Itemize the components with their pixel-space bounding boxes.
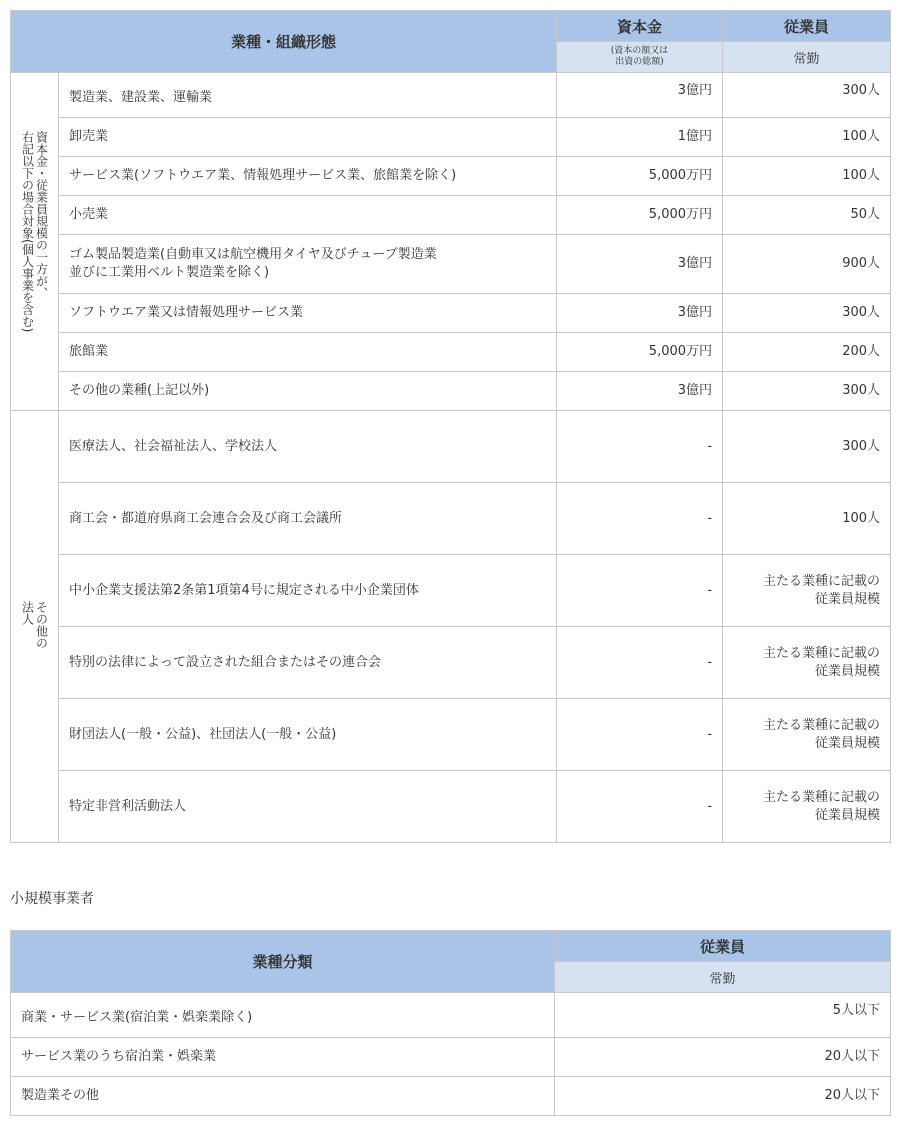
employee-value: 100人 bbox=[723, 118, 891, 157]
employee-value: 300人 bbox=[723, 294, 891, 333]
employee-value: 5人以下 bbox=[555, 993, 891, 1038]
header-capital: 資本金 bbox=[557, 11, 723, 42]
table-row bbox=[11, 993, 891, 1038]
industry-name: 商工会・都道府県商工会連合会及び商工会議所 bbox=[59, 483, 557, 555]
table-row bbox=[11, 555, 891, 627]
capital-value: - bbox=[557, 627, 723, 699]
header-category: 業種・組織形態 bbox=[11, 11, 557, 73]
table-row bbox=[11, 372, 891, 411]
table-row bbox=[11, 333, 891, 372]
industry-name: 医療法人、社会福祉法人、学校法人 bbox=[59, 411, 557, 483]
sme-definition-table bbox=[10, 10, 891, 843]
employee-value: 主たる業種に記載の 従業員規模 bbox=[723, 555, 891, 627]
industry-name: 卸売業 bbox=[59, 118, 557, 157]
table-row bbox=[11, 699, 891, 771]
employee-value: 300人 bbox=[723, 372, 891, 411]
group-label-cell bbox=[11, 411, 59, 843]
header-employees-note: 常勤 bbox=[555, 962, 891, 993]
table-row bbox=[11, 627, 891, 699]
capital-value: 3億円 bbox=[557, 294, 723, 333]
section-title-small-business: 小規模事業者 bbox=[10, 891, 94, 907]
small-business-table bbox=[10, 930, 891, 1116]
industry-name: ソフトウエア業又は情報処理サービス業 bbox=[59, 294, 557, 333]
capital-value: - bbox=[557, 771, 723, 843]
industry-name: 製造業その他 bbox=[11, 1077, 555, 1116]
employee-value: 300人 bbox=[723, 411, 891, 483]
employee-value: 100人 bbox=[723, 157, 891, 196]
industry-name: サービス業のうち宿泊業・娯楽業 bbox=[11, 1038, 555, 1077]
employee-value: 主たる業種に記載の 従業員規模 bbox=[723, 627, 891, 699]
industry-name: その他の業種(上記以外) bbox=[59, 372, 557, 411]
employee-value: 主たる業種に記載の 従業員規模 bbox=[723, 771, 891, 843]
group-label-size-criteria: 資本金・従業員規模の一方が、 右記以下の場合対象(個人事業を含む) bbox=[20, 131, 49, 333]
group-label-cell bbox=[11, 73, 59, 411]
industry-name: 特別の法律によって設立された組合またはその連合会 bbox=[59, 627, 557, 699]
table-row bbox=[11, 483, 891, 555]
table-row bbox=[11, 73, 891, 118]
capital-value: - bbox=[557, 411, 723, 483]
industry-name: 小売業 bbox=[59, 196, 557, 235]
table-row bbox=[11, 411, 891, 483]
industry-name: 特定非営利活動法人 bbox=[59, 771, 557, 843]
group-label-other-corporations: その他の 法人 bbox=[20, 601, 49, 649]
header-industry-class: 業種分類 bbox=[11, 931, 555, 993]
header-capital-note: (資本の額又は 出資の総額) bbox=[557, 42, 723, 73]
table-row bbox=[11, 118, 891, 157]
table-row bbox=[11, 235, 891, 294]
industry-name: 製造業、建設業、運輸業 bbox=[59, 73, 557, 118]
employee-value: 300人 bbox=[723, 73, 891, 118]
industry-name: 財団法人(一般・公益)、社団法人(一般・公益) bbox=[59, 699, 557, 771]
industry-name: ゴム製品製造業(自動車又は航空機用タイヤ及びチューブ製造業 並びに工業用ベルト製造業を除く) bbox=[59, 235, 557, 294]
capital-value: - bbox=[557, 555, 723, 627]
capital-value: 3億円 bbox=[557, 372, 723, 411]
table-row bbox=[11, 294, 891, 333]
industry-name: 中小企業支援法第2条第1項第4号に規定される中小企業団体 bbox=[59, 555, 557, 627]
employee-value: 20人以下 bbox=[555, 1077, 891, 1116]
table-row bbox=[11, 196, 891, 235]
employee-value: 200人 bbox=[723, 333, 891, 372]
industry-name: 商業・サービス業(宿泊業・娯楽業除く) bbox=[11, 993, 555, 1038]
table-row bbox=[11, 1038, 891, 1077]
table-row bbox=[11, 1077, 891, 1116]
capital-value: - bbox=[557, 483, 723, 555]
table-row bbox=[11, 157, 891, 196]
capital-value: 5,000万円 bbox=[557, 157, 723, 196]
industry-name: 旅館業 bbox=[59, 333, 557, 372]
employee-value: 主たる業種に記載の 従業員規模 bbox=[723, 699, 891, 771]
industry-name: サービス業(ソフトウエア業、情報処理サービス業、旅館業を除く) bbox=[59, 157, 557, 196]
employee-value: 100人 bbox=[723, 483, 891, 555]
capital-value: 5,000万円 bbox=[557, 333, 723, 372]
capital-value: - bbox=[557, 699, 723, 771]
capital-value: 1億円 bbox=[557, 118, 723, 157]
employee-value: 50人 bbox=[723, 196, 891, 235]
capital-value: 3億円 bbox=[557, 73, 723, 118]
header-employees: 従業員 bbox=[555, 931, 891, 962]
header-employees: 従業員 bbox=[723, 11, 891, 42]
employee-value: 20人以下 bbox=[555, 1038, 891, 1077]
capital-value: 5,000万円 bbox=[557, 196, 723, 235]
header-employees-note: 常勤 bbox=[723, 42, 891, 73]
table-row bbox=[11, 771, 891, 843]
employee-value: 900人 bbox=[723, 235, 891, 294]
capital-value: 3億円 bbox=[557, 235, 723, 294]
